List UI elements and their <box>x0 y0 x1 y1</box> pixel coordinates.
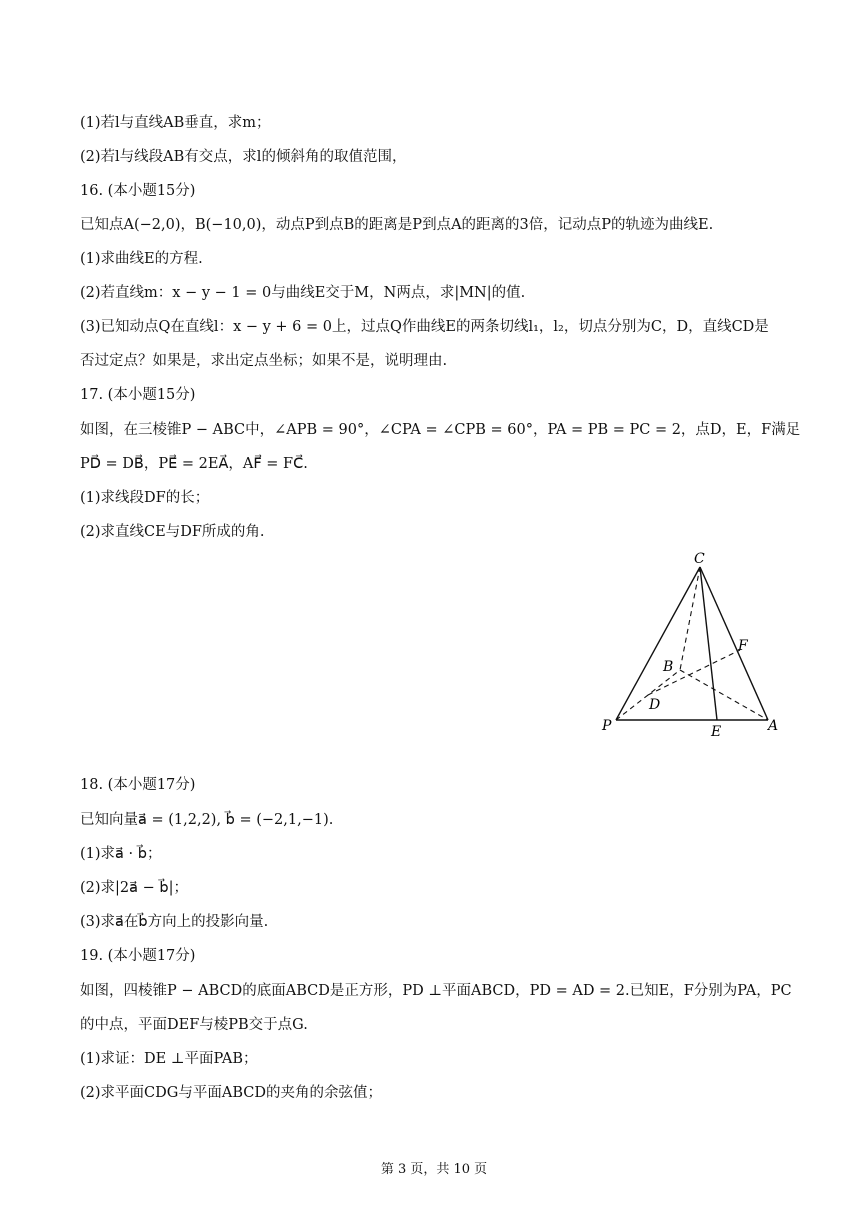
line-18: (3)求a⃗在b⃗方向上的投影向量. <box>80 914 269 930</box>
line-13: (2)求直线CE与DF所成的角. <box>80 524 265 540</box>
line-17: (2)求|2a⃗ − b⃗|； <box>80 880 188 896</box>
problem-17-heading: 17. (本小题15分) <box>80 387 196 403</box>
line-4: 已知点A(−2,0)，B(−10,0)，动点P到点B的距离是P到点A的距离的3倍，记动点P的轨迹为曲线E. <box>80 217 714 233</box>
page-footer: 第 3 页，共 10 页 <box>380 1162 488 1177</box>
label-E: E <box>711 724 722 740</box>
line-16: (1)求a⃗ · b⃗； <box>80 846 162 862</box>
line-22: (1)求证：DE ⊥平面PAB； <box>80 1051 258 1067</box>
line-12: (1)求线段DF的长； <box>80 490 210 506</box>
line-21: 的中点，平面DEF与棱PB交于点G. <box>80 1017 308 1033</box>
line-8: 否过定点？如果是，求出定点坐标；如果不是，说明理由. <box>80 353 448 369</box>
edge-BA <box>680 670 768 720</box>
line-1: (1)若l与直线AB垂直，求m； <box>80 115 271 131</box>
label-A: A <box>768 718 779 734</box>
label-F: F <box>738 638 748 654</box>
line-23: (2)求平面CDG与平面ABCD的夹角的余弦值； <box>80 1085 382 1101</box>
label-D: D <box>649 697 661 713</box>
edge-CB <box>680 567 700 670</box>
problem-19-heading: 19. (本小题17分) <box>80 948 196 964</box>
line-20: 如图，四棱锥P − ABCD的底面ABCD是正方形，PD ⊥平面ABCD，PD = AD = 2.已知E，F分别为PA，PC <box>80 983 792 999</box>
line-11: PD⃗ = DB⃗，PE⃗ = 2EA⃗，AF⃗ = FC⃗. <box>80 456 308 472</box>
label-C: C <box>694 551 705 567</box>
problem-18-heading: 18. (本小题17分) <box>80 777 196 793</box>
line-6: (2)若直线m：x − y − 1 = 0与曲线E交于M，N两点，求|MN|的值. <box>80 285 526 301</box>
line-7: (3)已知动点Q在直线l：x − y + 6 = 0上，过点Q作曲线E的两条切线l₁，l₂，切点分别为C，D，直线CD是 <box>80 319 769 335</box>
edge-CA <box>700 567 768 720</box>
line-2: (2)若l与线段AB有交点，求l的倾斜角的取值范围， <box>80 149 407 165</box>
label-B: B <box>663 659 674 675</box>
segment-CE <box>700 567 717 720</box>
problem-16-heading: 16. (本小题15分) <box>80 183 196 199</box>
tetrahedron-figure <box>596 548 796 748</box>
label-P: P <box>602 718 612 734</box>
line-5: (1)求曲线E的方程. <box>80 251 203 267</box>
line-15: 已知向量a⃗ = (1,2,2), b⃗ = (−2,1,−1). <box>80 812 334 828</box>
line-10: 如图，在三棱锥P − ABC中，∠APB = 90°，∠CPA = ∠CPB = 60°，PA = PB = PC = 2，点D，E，F满足 <box>80 422 801 438</box>
segment-DF <box>648 650 740 695</box>
